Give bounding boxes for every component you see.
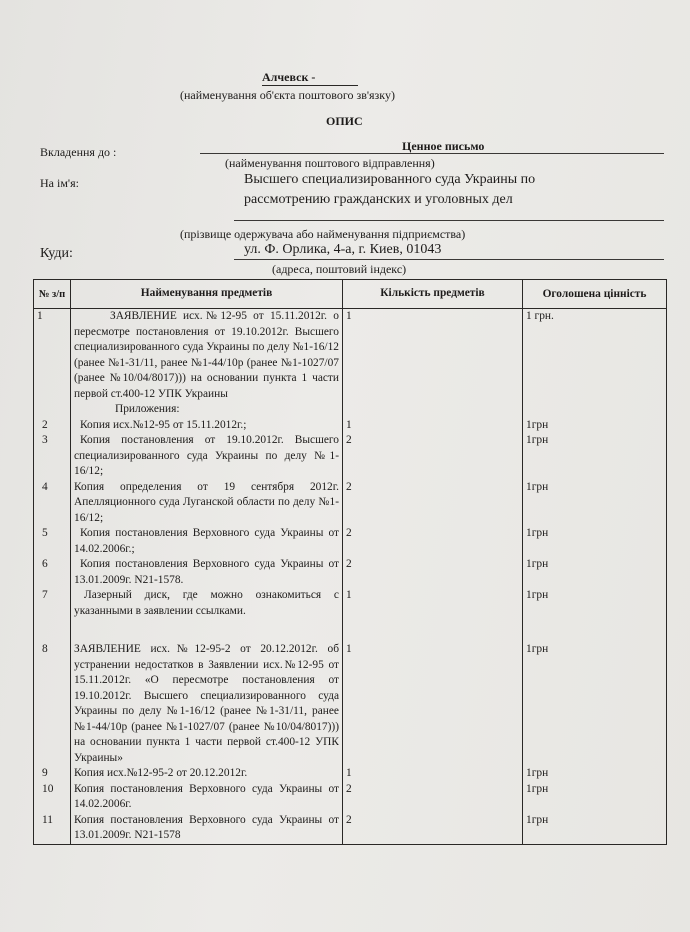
address-line: [234, 259, 664, 260]
address-value: ул. Ф. Орлика, 4-а, г. Киев, 01043: [244, 242, 442, 257]
header-name: Найменування предметів: [71, 280, 343, 309]
row-value: 1грн: [523, 813, 667, 845]
row-qty: 1: [343, 766, 523, 782]
row-qty: 2: [343, 526, 523, 557]
post-office-caption: (найменування об'єкта поштового зв'язку): [180, 88, 395, 102]
row-desc: Приложения:: [71, 402, 343, 418]
row-value: 1 грн.: [523, 309, 667, 403]
row-value: 1грн: [523, 766, 667, 782]
recipient-caption: (прізвище одержувача або найменування підприємства): [180, 227, 466, 241]
enclosure-value: Ценное письмо: [402, 139, 485, 153]
address-caption: (адреса, поштовий індекс): [272, 262, 407, 276]
doc-title: ОПИС: [326, 114, 363, 128]
table-row: [34, 433, 667, 480]
row-desc: ЗАЯВЛЕНИЕ исх.№12-95-2 от 20.12.2012г. об устранении недостатков в Заявлении исх.№12-95 от 15.11.2012г. «О пересмотре постановления от 19.10.2012г. Высшего специализированного суда Украины по делу №1-16/12 (ранее №1-31/11, ранее №1-44/10р (ранее №1-1027/07 (ранее №10/04/8017))) на основании пункта 1 части первой ст.400-12 УПК Украины»: [71, 642, 343, 766]
row-num: 6: [34, 557, 71, 588]
table-row: [34, 557, 667, 588]
row-num: 5: [34, 526, 71, 557]
inventory-table: [33, 279, 667, 845]
row-desc: Копия постановления Верховного суда Украины от 13.01.2009г. N21-1578: [71, 813, 343, 845]
row-qty: 1: [343, 418, 523, 434]
header-value: Оголошена цінність: [523, 280, 667, 309]
row-qty: 1: [343, 588, 523, 642]
table-row: [34, 813, 667, 845]
row-num: 11: [34, 813, 71, 845]
row-desc: Копия постановления Верховного суда Украины от 13.01.2009г. N21-1578.: [71, 557, 343, 588]
row-value: 1грн: [523, 526, 667, 557]
post-office-name: Алчевск -: [262, 70, 358, 86]
enclosure-label: Вкладення до :: [40, 145, 117, 159]
row-desc: Лазерный диск, где можно ознакомиться с указанными в заявлении ссылками.: [71, 588, 343, 642]
table-row: [34, 588, 667, 642]
row-value: 1грн: [523, 557, 667, 588]
row-num: 7: [34, 588, 71, 642]
row-desc: Копия постановления Верховного суда Украины от 14.02.2006г.;: [71, 526, 343, 557]
recipient-line: [234, 220, 664, 221]
table-row: [34, 418, 667, 434]
row-num: 9: [34, 766, 71, 782]
address-label: Куди:: [40, 246, 73, 261]
row-value: [523, 402, 667, 418]
row-num: 4: [34, 480, 71, 527]
row-value: 1грн: [523, 480, 667, 527]
row-value: 1грн: [523, 642, 667, 766]
row-value: 1грн: [523, 418, 667, 434]
table-row: [34, 766, 667, 782]
table-header-row: [34, 280, 667, 309]
row-num: [34, 402, 71, 418]
row-desc: ЗАЯВЛЕНИЕ исх.№12-95 от 15.11.2012г. о пересмотре постановления от 19.10.2012г. Высшего специализированного суда Украины по делу №1-16/12 (ранее №1-31/11, ранее №1-44/10р (ранее №1-1027/07 (ранее №10/04/8017))) на основании пункта 1 части первой ст.400-12 УПК Украины: [71, 309, 343, 403]
header-qty: Кількість предметів: [343, 280, 523, 309]
recipient-line-2: рассмотрению гражданских и уголовных дел: [244, 192, 513, 207]
table-row: [34, 480, 667, 527]
row-qty: 1: [343, 309, 523, 403]
row-desc: Копия постановления от 19.10.2012г. Высшего специализированного суда Украины по делу №1-16/12;: [71, 433, 343, 480]
row-qty: 2: [343, 433, 523, 480]
table-row: [34, 642, 667, 766]
row-qty: 2: [343, 782, 523, 813]
row-num: 1: [34, 309, 71, 403]
enclosure-caption: (найменування поштового відправлення): [225, 156, 435, 170]
row-desc: Копия определения от 19 сентября 2012г. Апелляционного суда Луганской области по делу №1-16/12;: [71, 480, 343, 527]
recipient-label: На ім'я:: [40, 176, 79, 190]
row-qty: 1: [343, 642, 523, 766]
header-num: № з/п: [34, 280, 71, 309]
row-desc: Копия исх.№12-95 от 15.11.2012г.;: [71, 418, 343, 434]
row-desc: Копия исх.№12-95-2 от 20.12.2012г.: [71, 766, 343, 782]
table-row: [34, 526, 667, 557]
row-desc: Копия постановления Верховного суда Украины от 14.02.2006г.: [71, 782, 343, 813]
row-num: 2: [34, 418, 71, 434]
row-qty: 2: [343, 480, 523, 527]
row-value: 1грн: [523, 782, 667, 813]
row-value: 1грн: [523, 588, 667, 642]
recipient-line-1: Высшего специализированного суда Украины по: [244, 172, 536, 187]
row-qty: 2: [343, 813, 523, 845]
table-row: [34, 782, 667, 813]
row-num: 3: [34, 433, 71, 480]
table-row: [34, 402, 667, 418]
row-num: 8: [34, 642, 71, 766]
row-qty: 2: [343, 557, 523, 588]
table-row: [34, 309, 667, 403]
row-value: 1грн: [523, 433, 667, 480]
row-qty: [343, 402, 523, 418]
row-num: 10: [34, 782, 71, 813]
